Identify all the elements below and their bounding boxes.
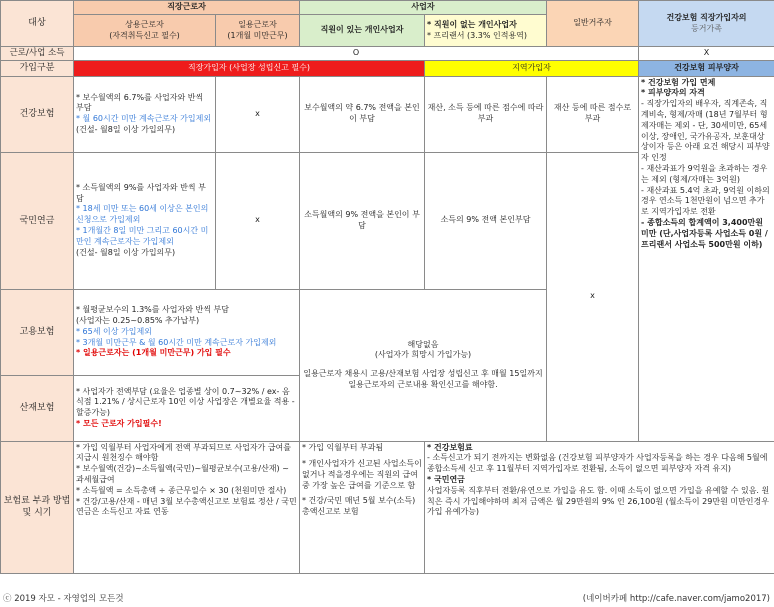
- health-worker: [74, 76, 216, 152]
- dependent-info-3: - 직장가입자의 배우자, 직계존속, 직계비속, 형제/자매 (18년 7월부터 형제자매는 제외 - 단, 30세미만, 65세이상, 장애인, 국가유공자, 보훈대상 상이자 등은 아래 요건 해당시 피부양자 인정: [641, 99, 770, 163]
- footer-cafe-link[interactable]: (네이버카페 http://cafe.naver.com/jamo2017): [582, 594, 770, 604]
- class-label: 가입구분: [1, 61, 74, 76]
- class-dependent: 건강보험 피부양자: [639, 61, 774, 76]
- method-worker-1-text: * 가입 익월부터 사업자에게 전액 부과되므로 사업자가 급여를 지급시 원천징수 해야함: [76, 442, 291, 463]
- header-regular-title: 상용근로자: [125, 19, 164, 29]
- pension-worker-4: (건설- 월8일 이상 가입의무): [76, 247, 176, 257]
- employment-biz-2: (사업자가 희망시 가입가능): [374, 350, 472, 360]
- employment-worker-1: * 월평균보수의 1.3%를 사업자와 반씩 부담: [76, 305, 229, 315]
- industrial-worker-2: * 모든 근로자 가입필수!: [76, 418, 162, 428]
- header-daily: [216, 15, 300, 47]
- method-right-2: - 소득신고가 되기 전까지는 변화없음 (건강보험 피부양자가 사업자등록을 하는 경우 다음해 5월에 종합소득세 신고 후 11월부터 지역가입자로 전환됨, 소득이 없으면 피부양자 자격 유지): [427, 453, 768, 474]
- employment-general: x: [547, 152, 639, 441]
- dependent-info-1: * 건강보험 가입 면제: [641, 77, 716, 87]
- dependent-info-4: - 재산과표가 9억원을 초과하는 경우는 제외 (형제/자매는 3억원): [641, 163, 768, 184]
- dependent-info: [639, 76, 774, 441]
- header-daily-title: 일용근로자: [238, 19, 277, 29]
- pension-biz-without: 소득의 9% 전액 본인부담: [425, 152, 547, 289]
- method-label: 보험료 부과 방법 및 시기: [1, 441, 74, 573]
- header-dependent-line2: 등거가족: [691, 23, 722, 33]
- header-biz-without-2: * 프리랜서 (3.3% 인적용역): [427, 30, 528, 40]
- method-worker-1: [76, 443, 297, 465]
- pension-worker: [74, 152, 216, 289]
- pension-worker-2: * 18세 미만 또는 60세 이상은 본인의 신청으로 가입제외: [76, 204, 209, 225]
- method-worker-2: * 보수월액(건강)~소득월액(국민)~월평균보수(고용/산재) ~ 과세월급여: [76, 464, 289, 484]
- employment-worker-2: (사업자는 0.25~0.85% 추가납부): [76, 315, 200, 325]
- method-biz: [300, 441, 425, 573]
- health-general: 재산 등에 따른 점수로 부과: [547, 76, 639, 152]
- header-regular-sub: (자격취득신고 필수): [109, 30, 180, 40]
- header-dependent-line1: 건강보험 직장가입자의: [666, 12, 747, 22]
- method-worker: [74, 441, 300, 573]
- method-biz-1: * 가입 익월부터 부과됨: [302, 442, 384, 452]
- header-biz-without-1: * 직원이 없는 개인사업자: [427, 19, 517, 29]
- class-workplace: 직장가입자 (사업장 성립신고 필수): [74, 61, 425, 76]
- health-worker-2: * 월 60시간 미만 계속근로자 가입제외: [76, 114, 212, 124]
- method-right-4: 사업자등록 직후부터 전환/유연으로 가입을 유도 함. 이때 소득이 없으면 가입을 유예할 수 있음. 원칙은 즉시 가입해야하며 최저 금액은 월 29만원의 9% 인 26,100원 (월소득이 29만원 미만인경우 가입 유예가능): [427, 485, 770, 517]
- method-right-1: * 건강보험료: [427, 442, 473, 452]
- dependent-info-2: * 피부양자의 자격: [641, 88, 705, 98]
- industrial-label: 산재보험: [1, 375, 74, 441]
- header-business: 사업자: [300, 1, 547, 15]
- footer: [0, 590, 774, 607]
- dependent-info-5: - 재산과표 5.4억 초과, 9억원 이하의 경우 연소득 1천만원이 넘으면 추가로 지역가입자로 전환: [641, 185, 770, 217]
- pension-biz-with: 소득월액의 9% 전액을 본인이 부담: [300, 152, 425, 289]
- pension-daily: x: [216, 152, 300, 289]
- employment-worker-4: * 3개월 미만근무 & 월 60시간 미만 계속근로자 가입제외: [76, 337, 277, 347]
- income-yes: O: [74, 47, 639, 61]
- pension-worker-1: * 소득월액의 9%를 사업자와 반씩 부담: [76, 182, 206, 203]
- health-biz-without: 재산, 소득 등에 따른 점수에 따라 부과: [425, 76, 547, 152]
- industrial-worker: [74, 375, 300, 441]
- method-biz-2: * 개인사업자가 신고된 사업소득이 없거나 적을경우에는 직원의 급여중 가장 높은 급여를 기준으로 함: [302, 459, 422, 490]
- employment-worker-5: * 일용근로자는 (1개월 미만근무) 가입 필수: [76, 348, 231, 358]
- header-dependent: [639, 1, 774, 47]
- pension-label: 국민연금: [1, 152, 74, 289]
- header-biz-without: [425, 15, 547, 47]
- header-biz-with: 직원이 있는 개인사업자: [300, 15, 425, 47]
- header-daily-sub: (1개월 미만근무): [227, 30, 288, 40]
- method-worker-4: * 건강/고용/산재 - 매년 3월 보수총액신고로 보험료 정산 / 국민연금은 소득신고 자료 연동: [76, 496, 297, 517]
- header-regular: [74, 15, 216, 47]
- method-worker-3: * 소득월액 = 소득총액 ÷ 종근무일수 × 30 (천원미만 절사): [76, 485, 287, 495]
- header-target: 대상: [1, 1, 74, 47]
- method-biz-3: * 건강/국민 매년 5월 보수(소득)총액신고로 보험: [302, 495, 416, 516]
- employment-worker: [74, 289, 300, 375]
- pension-worker-3: * 1개월간 8일 미만 그리고 60시간 미만인 계속근로자는 가입제외: [76, 226, 209, 246]
- health-worker-1: * 보수월액의 6.7%를 사업자와 반씩 부담: [76, 92, 204, 113]
- health-worker-3: (건설- 월8일 이상 가입의무): [76, 124, 176, 134]
- health-biz-with: 보수월액의 약 6.7% 전액을 본인이 부담: [300, 76, 425, 152]
- employment-biz: [300, 289, 547, 441]
- method-right-3: * 국민연금: [427, 475, 465, 484]
- footer-copyright: ⓒ 2019 자모 - 자영업의 모든것: [3, 594, 124, 604]
- employment-biz-3: 일용근로자 채용시 고용/산재보험 사업장 성립신고 후 매월 15일까지 일용근로자의 근로내용 확인신고를 해야함.: [303, 369, 543, 389]
- employment-biz-1: 해당없음: [407, 339, 439, 349]
- industrial-worker-1: * 사업자가 전액부담 (요율은 업종별 상이 0.7~32% / ex- 음식점 1.21% / 상시근로자 10인 이상 사업장은 개별요율 적용 - 할증가능): [76, 386, 295, 418]
- header-worker: 직장근로자: [74, 1, 300, 15]
- employment-worker-3: * 65세 이상 가입제외: [76, 326, 152, 336]
- class-regional: 지역가입자: [425, 61, 639, 76]
- employment-label: 고용보험: [1, 289, 74, 375]
- health-daily: x: [216, 76, 300, 152]
- income-no: X: [639, 47, 774, 61]
- income-label: 근로/사업 소득: [1, 47, 74, 61]
- method-right: [425, 441, 774, 573]
- health-label: 건강보험: [1, 76, 74, 152]
- dependent-info-6: - 종합소득의 합계액이 3,400만원 미만 (단,사업자등록 사업소득 0원 / 프리랜서 사업소득 500만원 이하): [641, 217, 768, 249]
- header-general: 일반거주자: [547, 1, 639, 47]
